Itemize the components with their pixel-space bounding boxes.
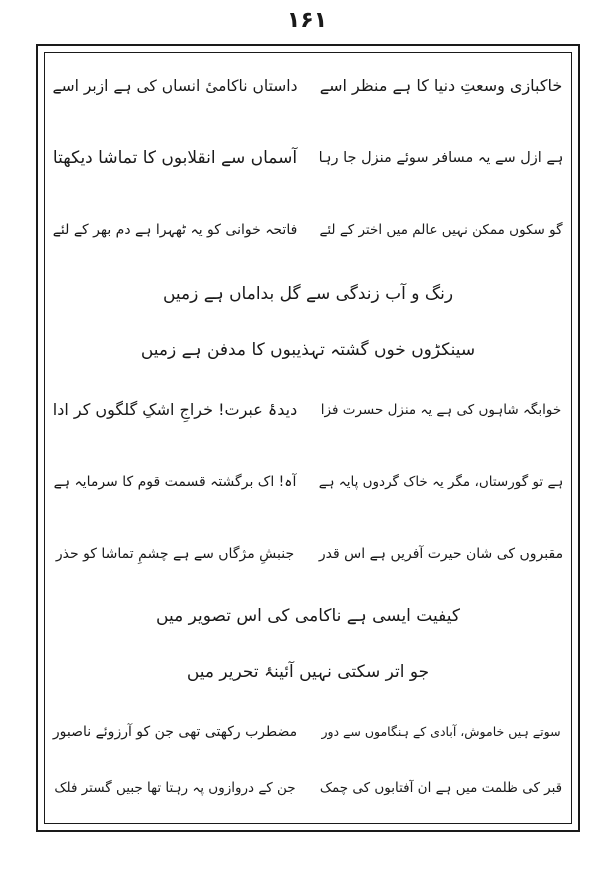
misra-first: قبر کی ظلمت میں ہے ان آفتابوں کی چمک	[319, 780, 563, 796]
couplet-2	[52, 138, 564, 178]
page-number: ۱۶۱	[286, 8, 328, 33]
center-verse-3: کیفیت ایسی ہے ناکامی کی اس تصویر میں	[156, 606, 460, 626]
poem-body	[52, 60, 564, 816]
misra-second: جن کے دروازوں پہ رہتا تھا جبیں گستر فلک	[54, 780, 296, 796]
misra-second: آہ! اک برگشتہ قسمت قوم کا سرمایہ ہے	[53, 474, 297, 490]
misra-second: داستاں ناکامیٔ انساں کی ہے ازبر اسے	[52, 77, 298, 95]
couplet-5	[52, 462, 564, 502]
misra-first: خوابگہ شاہوں کی ہے یہ منزل حسرت فزا	[320, 402, 562, 418]
couplet-6	[52, 534, 564, 574]
misra-first: خاکبازی وسعتِ دنیا کا ہے منظر اسے	[319, 76, 563, 95]
misra-second: جنبشِ مژگاں سے ہے چشمِ تماشا کو حذر	[55, 546, 295, 562]
center-verse-2: سینکڑوں خوں گشتہ تہذیبوں کا مدفن ہے زمیں	[140, 340, 476, 360]
center-verse-4: جو اتر سکتی نہیں آئینۂ تحریر میں	[186, 662, 430, 682]
misra-second: دیدۂ عبرت! خراجِ اشکِ گلگوں کر ادا	[52, 400, 298, 419]
couplet-4	[52, 390, 564, 430]
couplet-1	[52, 66, 564, 106]
misra-second: فاتحہ خوانی کو یہ ٹھہرا ہے دم بھر کے لئے	[52, 222, 298, 238]
misra-first: مقبروں کی شان حیرت آفریں ہے اس قدر	[318, 546, 564, 562]
misra-first: گو سکوں ممکن نہیں عالم میں اختر کے لئے	[319, 222, 563, 238]
misra-second: مضطرب رکھتی تھی جن کو آرزوئے ناصبور	[52, 724, 298, 740]
center-verse-1: رنگ و آب زندگی سے گل بداماں ہے زمیں	[162, 284, 454, 304]
couplet-8	[52, 768, 564, 808]
couplet-3	[52, 210, 564, 250]
misra-first: سوتے ہیں خاموش، آبادی کے ہنگاموں سے دور	[321, 724, 561, 739]
misra-first: ہے تو گورستاں، مگر یہ خاک گردوں پایہ ہے	[318, 474, 564, 490]
couplet-7	[52, 712, 564, 752]
misra-second: آسماں سے انقلابوں کا تماشا دیکھتا	[52, 148, 298, 168]
misra-first: ہے ازل سے یہ مسافر سوئے منزل جا رہا	[318, 150, 564, 166]
